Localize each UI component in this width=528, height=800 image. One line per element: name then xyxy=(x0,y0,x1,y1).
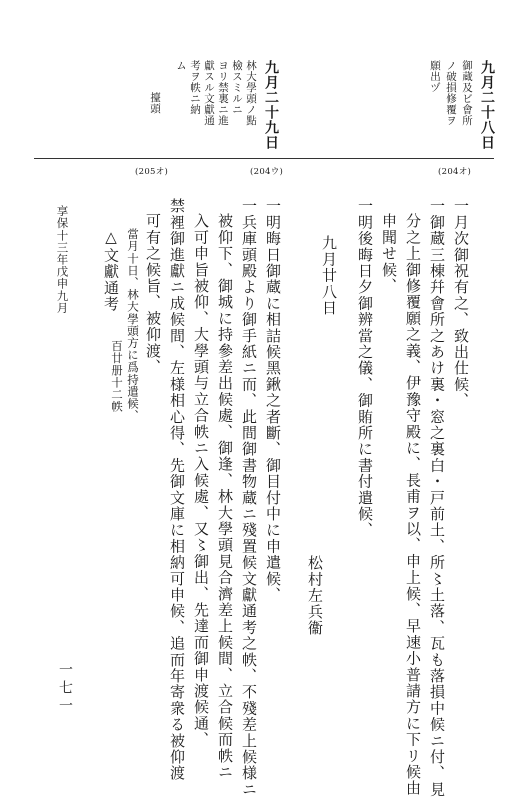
folio-marker: (205オ) xyxy=(135,167,169,177)
headnote-line: ノ破損修覆ヲ xyxy=(445,60,457,126)
headnote-summary-1 xyxy=(462,60,473,140)
text-line: 入可申旨被仰、大學頭与立合帙ニ入候處、又〻御出、先達而御申渡候通、 xyxy=(192,213,210,748)
text-line: 分之上御修覆願之義、伊豫守殿に、長甫ヲ以、申上候、早速小普請方に下リ候由 xyxy=(404,213,422,797)
text-line: 一明晦日御蔵に相詰候黑鍬之者斷、御目付中に申遣候、 xyxy=(264,198,282,603)
signature-name: 松村左兵衞 xyxy=(306,555,324,636)
headnote-summary-2b: 檢スミルニ xyxy=(231,60,243,115)
headnote-summary-1c xyxy=(430,60,441,93)
headnote-summary-2f: ム xyxy=(175,60,187,71)
running-header: 享保十三年戊申九月 xyxy=(55,205,70,314)
text-line: 申聞せ候、 xyxy=(380,213,398,294)
headnote-divider xyxy=(34,158,494,159)
headnote-summary-1b xyxy=(446,60,457,126)
folio-marker: (204オ) xyxy=(438,167,472,177)
text-line: △文獻通考 xyxy=(102,228,120,312)
headnote-summary-2c: ヨリ禁裏ニ進 xyxy=(217,60,229,126)
headnote-summary-3: 擡頭 xyxy=(149,92,161,114)
entry-date: 九月廿八日 xyxy=(320,235,338,316)
headnote-date-2: 九月二十九日 xyxy=(263,60,279,150)
text-line: 一兵庫頭殿より御手紙ニ而、此間御書物蔵ニ殘置候文獻通考之帙、不殘差上候様ニ xyxy=(240,198,258,798)
text-line: 可有之候旨、被仰渡、 xyxy=(144,213,162,375)
text-line: 禁裡御進獻ニ成候間、左様相心得、先御文庫に相納可申候、追而年寄衆る被仰渡 xyxy=(168,198,186,782)
text-line: 一明後晦日夕御辨當之儀、御賄所に書付遣候、 xyxy=(356,198,374,539)
text-line: 一御蔵三棟幷會所之あけ裏・窓之裏白・戸前土、所〻土落、瓦も落損中候ニ付、見 xyxy=(428,198,446,798)
inline-note: 當月十日、林大學頭方に爲持遣候、 xyxy=(126,228,140,422)
headnote-summary-2d: 獻スル文獻通 xyxy=(203,60,215,126)
text-line: 被仰下、御城に持參差出候處、御逢、林大學頭見合濟差上候間、立合候而帙ニ xyxy=(216,213,234,780)
inline-note: 百廿册十二帙 xyxy=(110,340,124,413)
headnote-summary-2e: 考ヲ帙ニ納 xyxy=(189,60,201,115)
text-line: 一月次御祝有之、致出仕候、 xyxy=(452,198,470,409)
headnote-line: 御蔵及ビ會所 xyxy=(461,60,473,126)
headnote-date-1: 九月二十八日 xyxy=(479,60,495,150)
headnote-summary-2a: 林大學頭ノ點 xyxy=(245,60,257,126)
headnote-line: 願出ヅ xyxy=(429,60,441,93)
page-number: 一七一 xyxy=(57,662,73,716)
folio-marker: (204ウ) xyxy=(250,167,284,177)
